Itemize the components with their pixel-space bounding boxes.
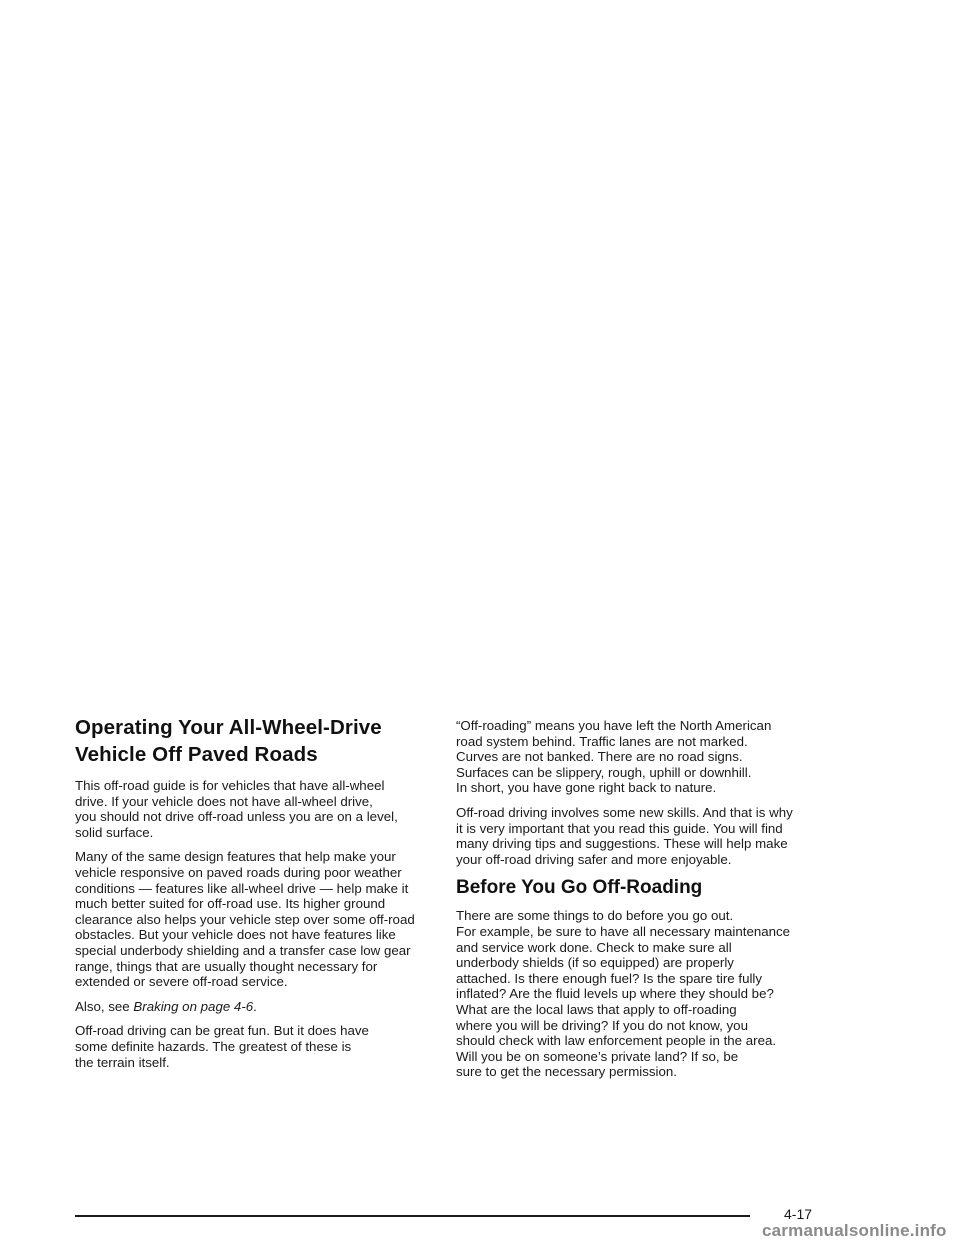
section-heading-all-wheel-drive-off-road: Operating Your All-Wheel-Drive Vehicle Off Paved Roads [75, 716, 382, 766]
paragraph-off-roading-definition: “Off-roading” means you have left the North American road system behind. Traffic lanes are not marked. Curves are not banked. There are no road signs. Surfaces can be slippery, rough, uphill or downhill. In short, you have gone right back to nature. [456, 718, 772, 796]
braking-cross-reference-link[interactable]: Braking on page 4-6 [133, 998, 254, 1014]
paragraph-see-also [75, 999, 437, 1015]
paragraph-guide-intro: This off-road guide is for vehicles that have all-wheel drive. If your vehicle does not have all-wheel drive, you should not drive off-road unless you are on a level, solid surface. [75, 778, 398, 840]
paragraph-preparation-checklist: There are some things to do before you go out. For example, be sure to have all necessary maintenance and service work done. Check to make sure all underbody shields (if so equipped) are properly attached. Is there enough fuel? Is the spare tire fully inflated? Are the fluid levels up where they should be? What are the local laws that apply to off-roading where you will be driving? If you do not know, you should check with law enforcement people in the area. Will you be on someone’s private land? If so, be sure to get the necessary permission. [456, 908, 791, 1080]
see-also-suffix: . [253, 998, 257, 1014]
paragraph-design-features: Many of the same design features that help make your vehicle responsive on paved roads during poor weather conditions — features like all-wheel drive — help make it much better suited for off-road use. Its higher ground clearance also helps your vehicle step over some off-road obstacles. But your vehicle does not have features like special underbody shielding and a transfer case low gear range, things that are usually thought necessary for extended or severe off-road service. [75, 849, 415, 990]
see-also-prefix: Also, see [75, 998, 134, 1014]
section-heading-before-you-go: Before You Go Off-Roading [456, 877, 703, 899]
left-column [75, 714, 437, 1079]
right-column [456, 718, 818, 1089]
footer-rule [75, 1215, 750, 1217]
paragraph-off-road-hazards: Off-road driving can be great fun. But it does have some definite hazards. The greatest of these is the terrain itself. [75, 1023, 369, 1070]
paragraph-new-skills: Off-road driving involves some new skills. And that is why it is very important that you read this guide. You will find many driving tips and suggestions. These will help make your off-road driving safer and more enjoyable. [456, 804, 793, 867]
page-number: 4-17 [784, 1206, 813, 1222]
watermark: carmanualsonline.info [762, 1221, 947, 1240]
